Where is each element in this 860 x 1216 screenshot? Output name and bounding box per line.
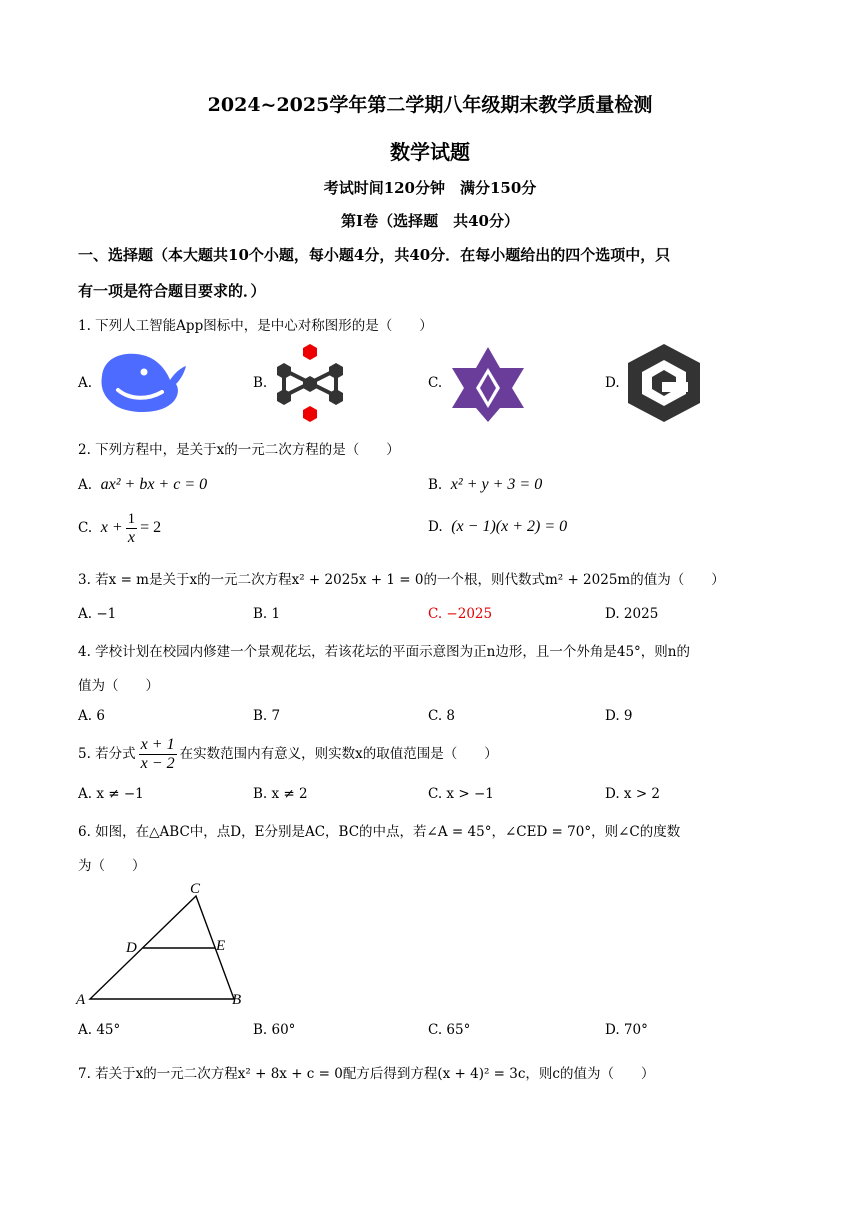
q5-option-a[interactable]: A. x ≠ −1 [78, 786, 144, 802]
exam-info: 考试时间120分钟 满分150分 [323, 179, 537, 197]
q5-stem-prefix: 5. 若分式 [78, 746, 136, 762]
q2-option-c-denominator: x [127, 529, 135, 546]
q4-stem-line2: 值为（ ） [78, 678, 159, 694]
hexagon-network-icon [272, 342, 348, 424]
figure-label-b: B [232, 992, 242, 1008]
q7-stem: 7. 若关于x的一元二次方程x² + 8x + c = 0配方后得到方程(x + 4)² = 3c，则c的值为（ ） [78, 1066, 655, 1082]
q1-label-a: A. [78, 375, 93, 391]
q1-label-b: B. [253, 375, 268, 391]
exam-title: 2024~2025学年第二学期八年级期末教学质量检测 [207, 94, 653, 116]
q5-option-b[interactable]: B. x ≠ 2 [253, 786, 308, 802]
hexagon-logo-icon [626, 342, 702, 424]
q2-option-c-numerator: 1 [127, 511, 136, 527]
q2-option-a[interactable]: A. ax² + bx + c = 0 [78, 476, 208, 493]
part-heading: 第Ⅰ卷（选择题 共40分） [341, 212, 519, 230]
q1-label-d: D. [605, 375, 620, 391]
q3-stem: 3. 若x = m是关于x的一元二次方程x² + 2025x + 1 = 0的一个根，则代数式m² + 2025m的值为（ ） [78, 572, 725, 588]
q6-stem-line1: 6. 如图，在△ABC中，点D，E分别是AC，BC的中点，若∠A = 45°，∠CED = 70°，则∠C的度数 [78, 824, 681, 840]
q5-stem-suffix: 在实数范围内有意义，则实数x的取值范围是（ ） [179, 746, 498, 762]
q2-option-a-expr: ax² + bx + c = 0 [100, 476, 208, 493]
exam-subtitle: 数学试题 [390, 140, 470, 164]
section-heading-line1: 一、选择题（本大题共10个小题，每小题4分，共40分．在每小题给出的四个选项中，只 [78, 246, 671, 264]
q2-option-d[interactable]: D. (x − 1)(x + 2) = 0 [428, 518, 568, 535]
q6-option-c[interactable]: C. 65° [428, 1022, 471, 1038]
q6-option-a[interactable]: A. 45° [78, 1022, 121, 1038]
q3-option-a[interactable]: A. −1 [78, 606, 117, 622]
q6-option-b[interactable]: B. 60° [253, 1022, 296, 1038]
q3-option-d[interactable]: D. 2025 [605, 606, 659, 622]
q4-stem-line1: 4. 学校计划在校园内修建一个景观花坛，若该花坛的平面示意图为正n边形，且一个外角是45°，则n的 [78, 644, 690, 660]
q1-stem: 1. 下列人工智能App图标中，是中心对称图形的是（ ） [78, 318, 433, 334]
qwen-star-icon [448, 344, 528, 424]
q1-label-c: C. [428, 375, 443, 391]
q2-stem: 2. 下列方程中，是关于x的一元二次方程的是（ ） [78, 442, 400, 458]
q5-option-c[interactable]: C. x > −1 [428, 786, 494, 802]
triangle-figure [74, 878, 254, 1012]
deepseek-whale-icon [96, 346, 192, 416]
q2-option-d-expr: (x − 1)(x + 2) = 0 [451, 518, 568, 535]
q4-option-c[interactable]: C. 8 [428, 708, 456, 724]
q4-option-d[interactable]: D. 9 [605, 708, 633, 724]
q6-option-d[interactable]: D. 70° [605, 1022, 648, 1038]
q2-option-c[interactable]: C. x + $\frac{1}{x}$ = 2 [78, 511, 162, 546]
q2-option-b-expr: x² + y + 3 = 0 [450, 476, 543, 493]
q2-option-b[interactable]: B. x² + y + 3 = 0 [428, 476, 543, 493]
q5-fraction-denominator: x − 2 [140, 755, 175, 772]
q6-stem-line2: 为（ ） [78, 858, 146, 874]
q5-stem [78, 736, 498, 773]
figure-label-c: C [190, 881, 201, 897]
section-heading-line2: 有一项是符合题目要求的．） [78, 282, 266, 300]
q5-fraction-numerator: x + 1 [140, 736, 175, 753]
q5-option-d[interactable]: D. x > 2 [605, 786, 661, 802]
figure-label-a: A [76, 992, 86, 1008]
figure-label-e: E [216, 938, 226, 954]
q3-option-b[interactable]: B. 1 [253, 606, 281, 622]
q3-option-c[interactable]: C. −2025 [428, 606, 493, 622]
q4-option-a[interactable]: A. 6 [78, 708, 105, 724]
q4-option-b[interactable]: B. 7 [253, 708, 281, 724]
figure-label-d: D [126, 940, 137, 956]
